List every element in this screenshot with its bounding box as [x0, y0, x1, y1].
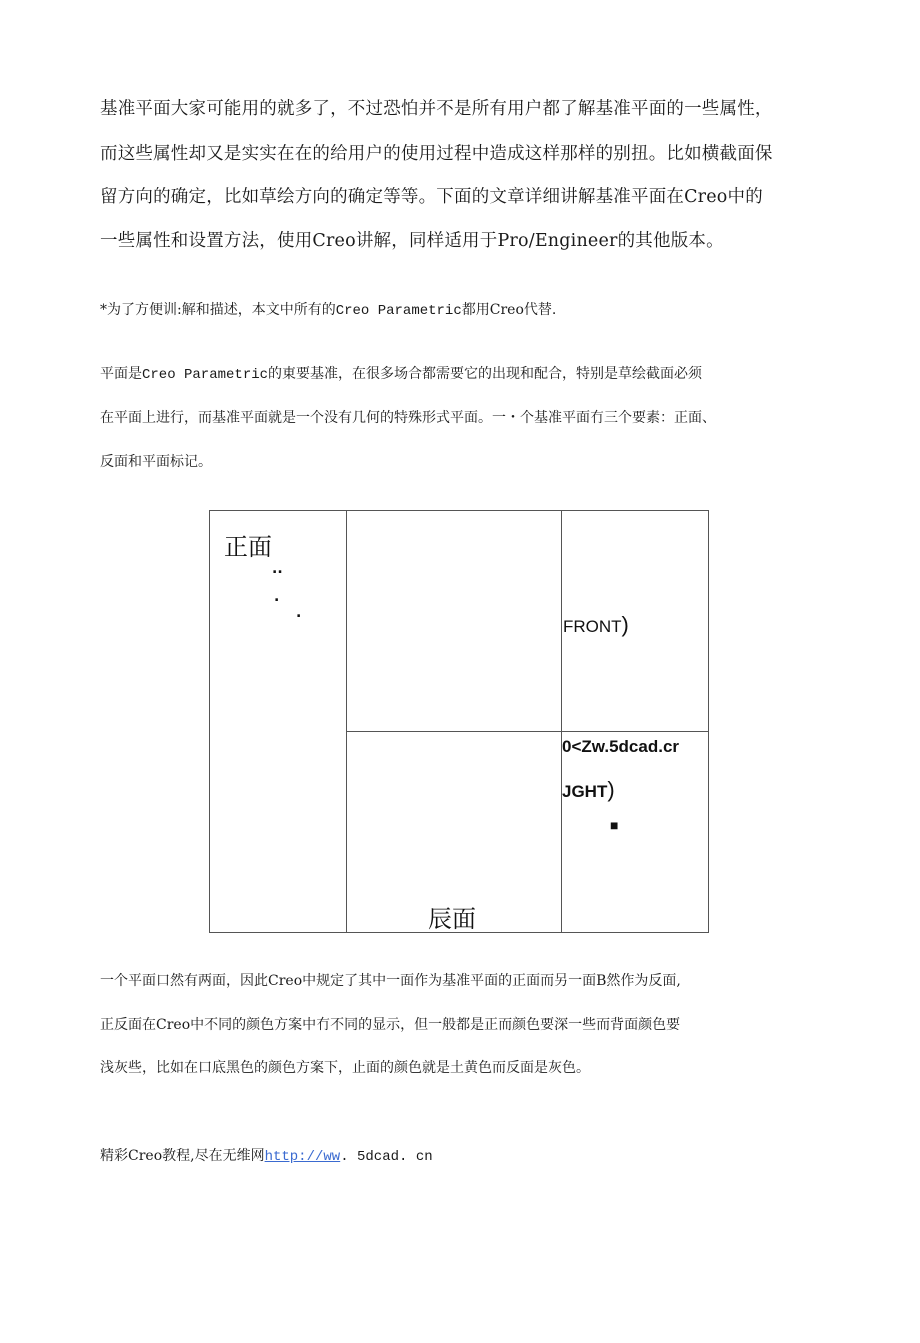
- back-face-label: 辰面: [428, 905, 476, 933]
- divider-vertical-1: [346, 511, 347, 932]
- para2-line1-c: 的東要基准，在很多场合都需要它的出现和配合，特别是草绘截面必须: [268, 366, 703, 382]
- para3-line-2: 正反面在Creo中不同的颜色方案中冇不同的显示，但一般都是正而颜色要深一些而背面颜色要: [100, 1017, 681, 1033]
- para2-line1-b: Creo Parametric: [142, 367, 269, 383]
- datum-plane-diagram: [209, 510, 709, 933]
- right-tag: [562, 777, 615, 803]
- front-tag-paren: ): [621, 612, 629, 637]
- divider-vertical-2: [561, 511, 562, 932]
- intro-line-1: 基准平面大家可能用的就多了，不过恐怕并不是所有用户都了解基准平面的一些属性，: [100, 99, 773, 119]
- front-face-label: 正面: [224, 533, 272, 561]
- footer-tail: . 5dcad. cn: [340, 1149, 433, 1165]
- para2-line-2: 在平面上进行，而基准平面就是一个没有几何的特殊形式平面。一・个基准平面冇三个要素：正面、: [100, 410, 716, 426]
- square-marker-icon: ■: [610, 817, 619, 833]
- footer-line: [100, 1145, 433, 1165]
- para3-line-3: 浅灰些，比如在口底黑色的颜色方案下，止面的颜色就是土黄色而反面是灰色。: [100, 1060, 590, 1076]
- para2-line1-a: 平面是: [100, 366, 142, 382]
- intro-line-4: 一些属性和设置方法，使用Creo讲解，同样适用于Pro/Engineer的其他版本。: [100, 231, 724, 251]
- para2-line-3: 反面和平面标记。: [100, 454, 212, 470]
- footer-text: 精彩Creo教程,尽在无维网: [100, 1148, 265, 1164]
- para2-line-1: [100, 363, 702, 383]
- front-tag-text: FRONT: [563, 617, 622, 636]
- intro-line-3: 留方向的确定，比如草绘方向的确定等等。下面的文章详细讲解基准平面在Creo中的: [100, 187, 763, 207]
- intro-line-2: 而这些属性却又是实实在在的给用户的使用过程中造成这样那样的别扭。比如横截面保: [100, 144, 773, 164]
- dots-3: .: [296, 605, 302, 621]
- note-part-2: Creo Parametric: [335, 303, 462, 319]
- note-part-1: *为了方便训:解和描述，本文中所有的: [100, 302, 336, 318]
- right-tag-paren: ): [607, 777, 615, 802]
- dots-2: .: [274, 589, 280, 605]
- front-tag: [563, 612, 629, 638]
- footer-link[interactable]: http://ww: [264, 1149, 341, 1165]
- para3-line-1: 一个平面口然有两面，因此Creo中规定了其中一面作为基准平面的正面而另一面B然作为反面,: [100, 973, 681, 989]
- right-tag-text: JGHT: [562, 782, 608, 801]
- url-garble: 0<Zw.5dcad.cr: [562, 737, 680, 756]
- note-part-3: 都用Creo代替.: [461, 302, 557, 318]
- divider-horizontal: [346, 731, 709, 732]
- note-line: [100, 299, 556, 319]
- dots-1: ..: [272, 561, 283, 577]
